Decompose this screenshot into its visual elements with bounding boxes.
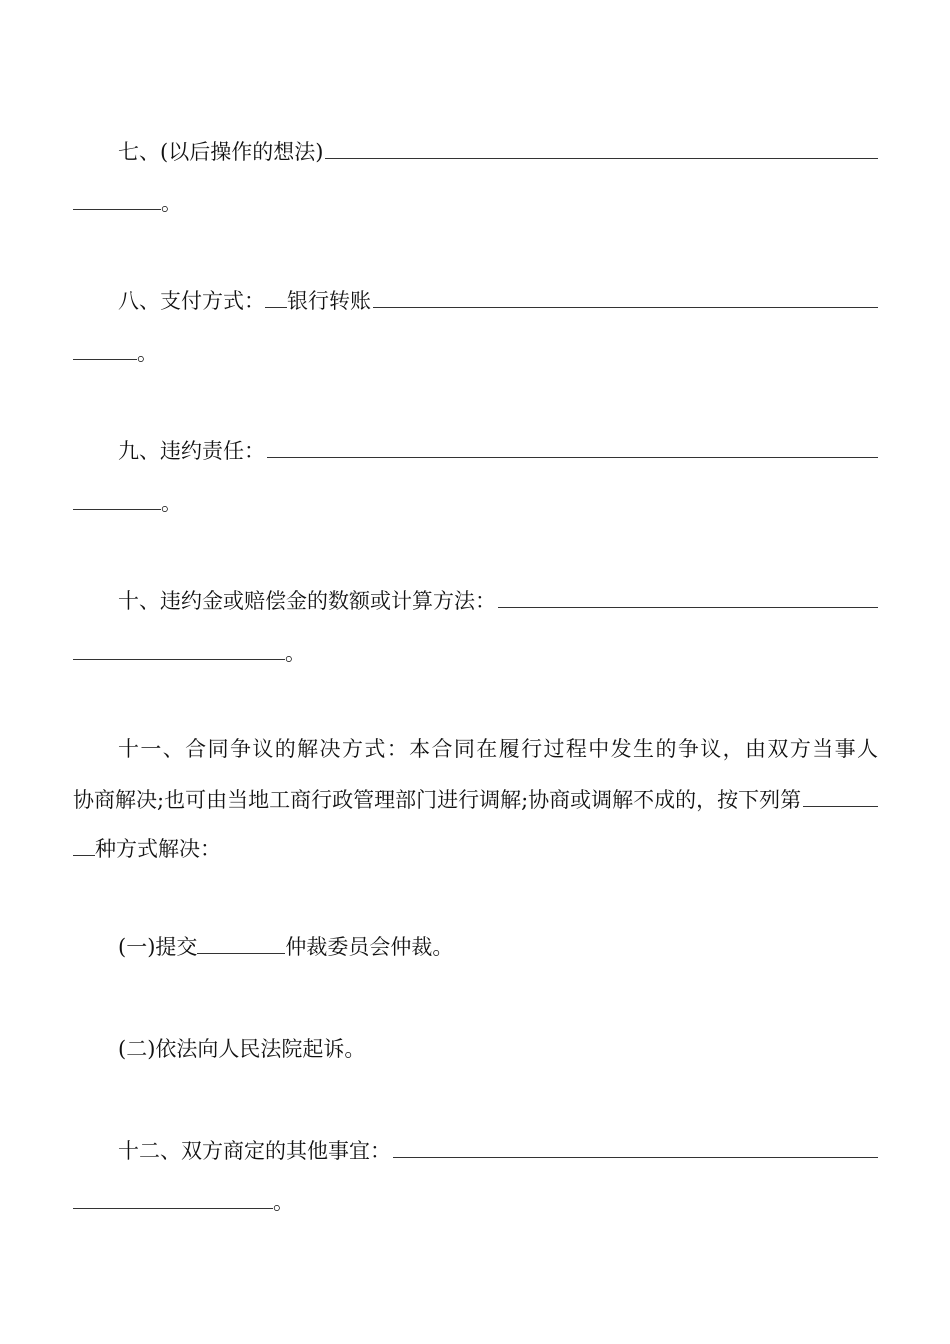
option-1-blank[interactable]	[197, 931, 285, 954]
clause-7-line2	[73, 186, 878, 220]
clause-8-line2	[73, 336, 878, 370]
clause-12-label: 十二、双方商定的其他事宜：	[118, 1139, 391, 1163]
clause-7-label: 七、(以后操作的想法)	[118, 140, 324, 164]
clause-10-label: 十、违约金或赔偿金的数额或计算方法：	[118, 589, 496, 613]
clause-8-blank-cont[interactable]	[73, 337, 137, 360]
clause-12-blank[interactable]	[393, 1135, 878, 1158]
clause-9-blank-cont[interactable]	[73, 487, 161, 510]
clause-10-end: 。	[285, 641, 306, 665]
option-2-line	[73, 1032, 878, 1066]
clause-8-blank-pre[interactable]	[265, 285, 287, 308]
clause-9-line1	[73, 434, 878, 468]
option-1-suffix: 仲裁委员会仲裁。	[285, 935, 454, 959]
option-1-line	[73, 930, 878, 964]
clause-10-line2	[73, 636, 878, 670]
clause-11-blank-b[interactable]	[73, 833, 95, 856]
clause-11-text-3: 种方式解决：	[95, 837, 221, 861]
clause-7-end: 。	[161, 191, 182, 215]
clause-7-line1	[73, 135, 878, 169]
clause-11-text-2: 协商解决;也可由当地工商行政管理部门进行调解;协商或调解不成的，按下列第	[73, 788, 802, 812]
clause-9-line2	[73, 486, 878, 520]
clause-10-line1	[73, 584, 878, 618]
clause-12-blank-cont[interactable]	[73, 1186, 273, 1209]
clause-9-blank[interactable]	[267, 435, 878, 458]
clause-7-blank-cont[interactable]	[73, 187, 161, 210]
clause-7-blank[interactable]	[325, 136, 878, 159]
clause-11-blank-a[interactable]	[803, 784, 878, 807]
clause-8-blank[interactable]	[373, 285, 878, 308]
clause-9-label: 九、违约责任：	[118, 439, 265, 463]
option-2-text: (二)依法向人民法院起诉。	[118, 1037, 366, 1061]
clause-12-end: 。	[273, 1190, 294, 1214]
clause-12-line2	[73, 1185, 878, 1219]
clause-8-end: 。	[137, 341, 158, 365]
clause-12-line1	[73, 1134, 878, 1168]
clause-11-text-1: 十一、合同争议的解决方式：本合同在履行过程中发生的争议，由双方当事人	[118, 737, 878, 761]
clause-11-line2	[73, 783, 878, 817]
clause-8-line1	[73, 284, 878, 318]
clause-11-line3	[73, 832, 878, 866]
clause-10-blank[interactable]	[498, 585, 878, 608]
clause-10-blank-cont[interactable]	[73, 637, 285, 660]
option-1-prefix: (一)提交	[118, 935, 198, 959]
clause-8-value: 银行转账	[287, 289, 371, 313]
clause-8-label: 八、支付方式：	[118, 289, 265, 313]
clause-11-line1	[73, 732, 878, 766]
clause-9-end: 。	[161, 491, 182, 515]
